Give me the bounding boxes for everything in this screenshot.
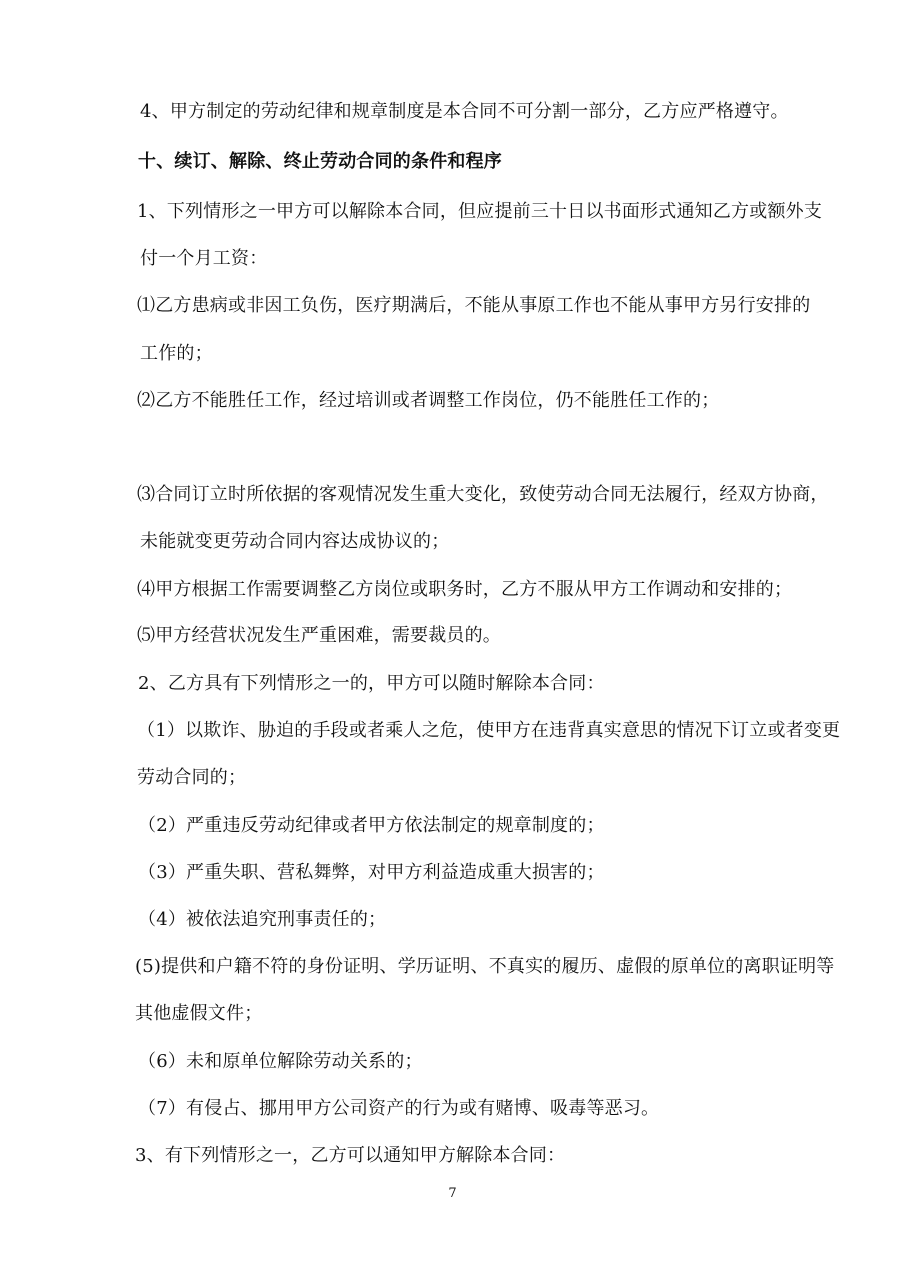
clause-2-item-5-cont: 其他虚假文件；	[135, 1003, 263, 1024]
section-heading-renewal-termination: 十、续订、解除、终止劳动合同的条件和程序	[138, 151, 502, 172]
clause-2-item-2: （2）严重违反劳动纪律或者甲方依法制定的规章制度的；	[138, 815, 605, 836]
clause-2-item-1: （1）以欺诈、胁迫的手段或者乘人之危，使甲方在违背真实意思的情况下订立或者变更	[137, 720, 841, 741]
clause-2-item-6: （6）未和原单位解除劳动关系的；	[138, 1051, 423, 1072]
clause-1-item-5: ⑸甲方经营状况发生严重困难，需要裁员的。	[137, 625, 501, 646]
clause-1-item-4: ⑷甲方根据工作需要调整乙方岗位或职务时，乙方不服从甲方工作调动和安排的；	[137, 579, 793, 600]
page-number: 7	[448, 1186, 457, 1201]
clause-2-item-7: （7）有侵占、挪用甲方公司资产的行为或有赌博、吸毒等恶习。	[138, 1098, 660, 1119]
clause-1-intro: 1、下列情形之一甲方可以解除本合同，但应提前三十日以书面形式通知乙方或额外支	[137, 201, 823, 222]
clause-4-discipline: 4、甲方制定的劳动纪律和规章制度是本合同不可分割一部分，乙方应严格遵守。	[140, 101, 789, 122]
clause-1-item-1-cont: 工作的；	[140, 343, 213, 364]
clause-2-item-5: (5)提供和户籍不符的身份证明、学历证明、不真实的履历、虚假的原单位的离职证明等	[135, 956, 835, 977]
clause-2-item-4: （4）被依法追究刑事责任的；	[138, 909, 387, 930]
clause-1-item-3: ⑶合同订立时所依据的客观情况发生重大变化，致使劳动合同无法履行，经双方协商，	[137, 484, 829, 505]
clause-1-intro-cont: 付一个月工资：	[140, 248, 268, 269]
clause-2-intro: 2、乙方具有下列情形之一的，甲方可以随时解除本合同：	[138, 673, 605, 694]
clause-1-item-2: ⑵乙方不能胜任工作，经过培训或者调整工作岗位，仍不能胜任工作的；	[137, 390, 720, 411]
clause-1-item-1: ⑴乙方患病或非因工负伤，医疗期满后，不能从事原工作也不能从事甲方另行安排的	[137, 295, 811, 316]
clause-1-item-3-cont: 未能就变更劳动合同内容达成协议的；	[140, 531, 450, 552]
clause-2-item-1-cont: 劳动合同的；	[137, 767, 247, 788]
clause-3-intro: 3、有下列情形之一，乙方可以通知甲方解除本合同：	[135, 1145, 566, 1166]
clause-2-item-3: （3）严重失职、营私舞弊，对甲方利益造成重大损害的；	[138, 862, 605, 883]
